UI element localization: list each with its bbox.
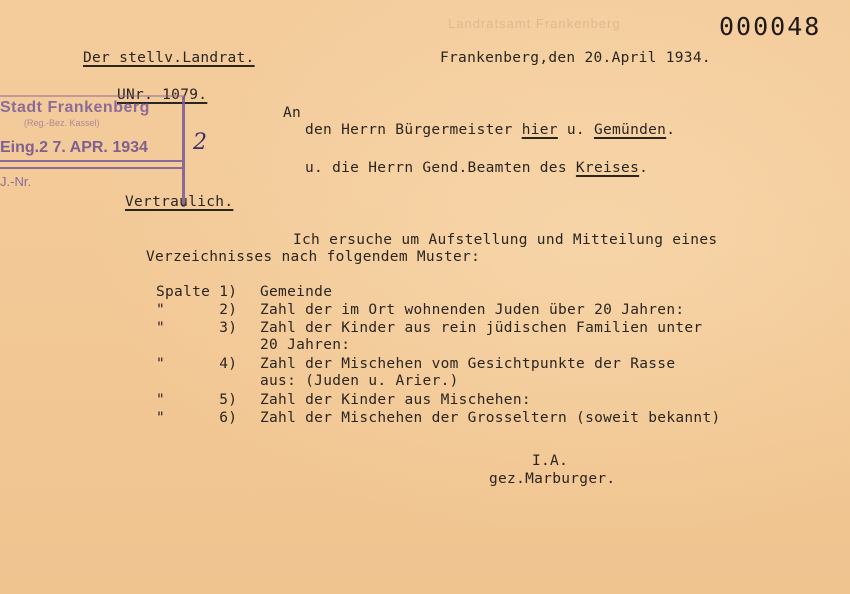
column-prefix: " 4) <box>156 356 238 372</box>
recipient-text: . <box>666 122 676 138</box>
stamp-date: Eing.2 7. APR. 1934 <box>0 139 148 156</box>
column-text: Zahl der Mischehen der Grosseltern (soweit bekannt) <box>260 410 721 426</box>
recipient-an: An <box>283 105 302 121</box>
recipient-line-1 <box>305 122 675 139</box>
recipient-text: den Herrn Bürgermeister <box>305 122 522 138</box>
handwritten-mark: 2 <box>193 130 207 155</box>
sender: Der stellv.Landrat. <box>83 50 255 66</box>
recipient-kreises: Kreises <box>575 160 640 176</box>
ref-number: Nr. 1079. <box>126 87 208 103</box>
column-prefix: " 3) <box>156 320 238 336</box>
column-text: Zahl der Kinder aus rein jüdischen Familien unter <box>260 320 703 336</box>
faint-header: Landratsamt Frankenberg <box>448 16 621 31</box>
stamp-journal-number: J.-Nr. <box>0 174 32 189</box>
column-prefix: " 6) <box>156 410 238 426</box>
confidential-label: Vertraulich. <box>125 194 234 210</box>
stamp-rule <box>0 167 182 169</box>
column-text: Zahl der Kinder aus Mischehen: <box>260 392 531 408</box>
column-text: Zahl der im Ort wohnenden Juden über 20 Jahren: <box>260 302 685 318</box>
stamp-city: Stadt Frankenberg <box>0 99 150 116</box>
column-prefix: Spalte 1) <box>156 284 238 300</box>
column-text: 20 Jahren: <box>260 337 351 353</box>
ref-prefix: U <box>117 87 127 103</box>
column-prefix: " 5) <box>156 392 238 408</box>
stamp-subtitle: (Reg.-Bez. Kassel) <box>24 118 100 128</box>
column-text: Zahl der Mischehen vom Gesichtpunkte der Rasse <box>260 356 676 372</box>
recipient-text: u. die Herrn Gend.Beamten des <box>305 160 576 176</box>
signature: gez.Marburger. <box>489 471 616 487</box>
body-line-1: Ich ersuche um Aufstellung und Mitteilung eines <box>293 232 718 248</box>
body-line-2: Verzeichnisses nach folgendem Muster: <box>146 249 481 265</box>
recipient-text: u. <box>557 122 594 138</box>
column-text: Gemeinde <box>260 284 333 300</box>
recipient-hier: hier <box>521 122 558 138</box>
document-number: 000048 <box>719 12 822 41</box>
column-text: aus: (Juden u. Arier.) <box>260 373 459 389</box>
recipient-text: . <box>639 160 649 176</box>
place-date: Frankenberg,den 20.April 1934. <box>440 50 711 66</box>
closing-ia: I.A. <box>532 453 569 469</box>
recipient-gemuenden: Gemünden <box>593 122 667 138</box>
recipient-line-2 <box>305 160 648 177</box>
receipt-stamp <box>0 95 187 207</box>
column-prefix: " 2) <box>156 302 238 318</box>
